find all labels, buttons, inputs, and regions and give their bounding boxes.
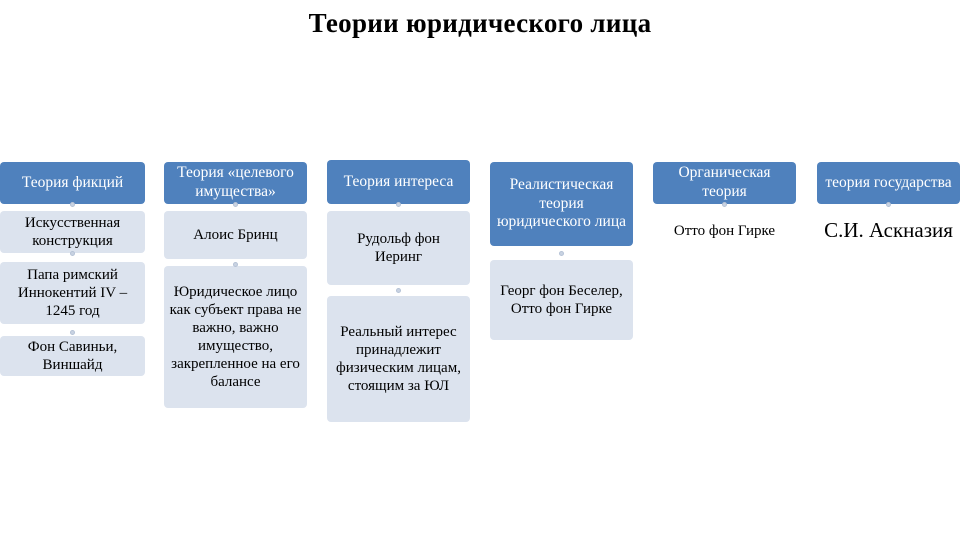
header-fiction-theory: Теория фикций [0, 162, 145, 204]
connector-dot [886, 202, 891, 207]
connector-dot [233, 202, 238, 207]
header-target-property-theory: Теория «целевого имущества» [164, 162, 307, 204]
header-interest-theory: Теория интереса [327, 160, 470, 204]
item-brinz: Алоис Бринц [164, 211, 307, 259]
connector-dot [233, 262, 238, 267]
item-jhering: Рудольф фон Иеринг [327, 211, 470, 285]
header-state-theory: теория государства [817, 162, 960, 204]
item-savigny: Фон Савиньи, Виншайд [0, 336, 145, 376]
header-realistic-theory: Реалистическая теория юридического лица [490, 162, 633, 246]
item-artificial-construct: Искусственная конструкция [0, 211, 145, 253]
connector-dot [70, 251, 75, 256]
connector-dot [396, 288, 401, 293]
connector-dot [722, 202, 727, 207]
item-pope-innocent: Папа римский Иннокентий IV – 1245 год [0, 262, 145, 324]
connector-dot [559, 251, 564, 256]
item-real-interest: Реальный интерес принадлежит физическим лицам, стоящим за ЮЛ [327, 296, 470, 422]
connector-dot [70, 330, 75, 335]
item-asknaziy: С.И. Аскназия [817, 211, 960, 251]
item-gierke: Отто фон Гирке [653, 211, 796, 251]
page-title: Теории юридического лица [308, 8, 652, 38]
connector-dot [70, 202, 75, 207]
header-organic-theory: Органическая теория [653, 162, 796, 204]
item-property-description: Юридическое лицо как субъект права не важно, важно имущество, закрепленное на его балансе [164, 266, 307, 408]
item-beseler-gierke: Георг фон Беселер, Отто фон Гирке [490, 260, 633, 340]
connector-dot [396, 202, 401, 207]
